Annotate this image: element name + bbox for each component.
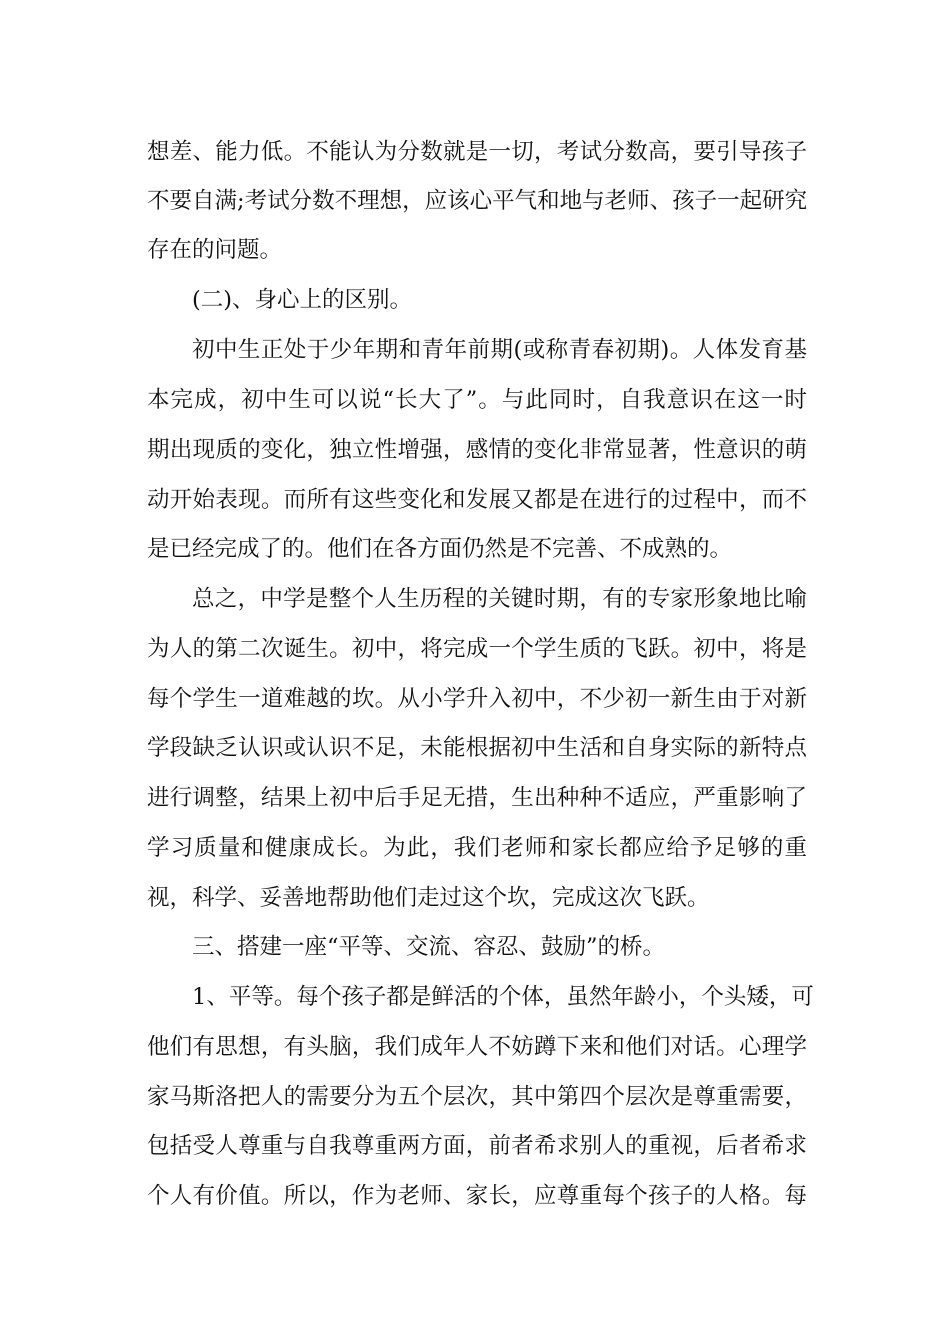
text-line: 期出现质的变化，独立性增强，感情的变化非常显著，性意识的萌: [147, 437, 807, 463]
text-line: 学习质量和健康成长。为此，我们老师和家长都应给予足够的重: [147, 835, 807, 861]
text-line: 进行调整，结果上初中后手足无措，生出种种不适应，严重影响了: [147, 785, 807, 811]
text-line: 想差、能力低。不能认为分数就是一切，考试分数高，要引导孩子: [147, 139, 807, 165]
text-line: 为人的第二次诞生。初中，将完成一个学生质的飞跃。初中，将是: [147, 636, 807, 662]
section-heading: (二)、身心上的区别。: [192, 287, 413, 313]
text-line: 动开始表现。而所有这些变化和发展又都是在进行的过程中，而不: [147, 487, 807, 513]
text-line: 初中生正处于少年期和青年前期(或称青春初期)。人体发育基: [192, 337, 807, 363]
text-line: 每个学生一道难越的坎。从小学升入初中，不少初一新生由于对新: [147, 686, 807, 712]
text-line: 包括受人尊重与自我尊重两方面，前者希求别人的重视，后者希求: [147, 1133, 807, 1159]
text-line: 1、平等。每个孩子都是鲜活的个体，虽然年龄小，个头矮，可: [192, 984, 814, 1010]
text-line: 存在的问题。: [147, 237, 283, 263]
text-line: 视，科学、妥善地帮助他们走过这个坎，完成这次飞跃。: [147, 885, 710, 911]
text-line: 总之，中学是整个人生历程的关键时期，有的专家形象地比喻: [192, 586, 807, 612]
text-line: 他们有思想，有头脑，我们成年人不妨蹲下来和他们对话。心理学: [147, 1034, 807, 1060]
text-line: 家马斯洛把人的需要分为五个层次，其中第四个层次是尊重需要，: [147, 1084, 807, 1110]
section-heading: 三、搭建一座“平等、交流、容忍、鼓励”的桥。: [192, 934, 666, 960]
text-line: 是已经完成了的。他们在各方面仍然是不完善、不成熟的。: [147, 536, 733, 562]
text-line: 个人有价值。所以，作为老师、家长，应尊重每个孩子的人格。每: [147, 1183, 807, 1209]
text-line: 学段缺乏认识或认识不足，未能根据初中生活和自身实际的新特点: [147, 735, 807, 761]
text-line: 本完成，初中生可以说“长大了”。与此同时，自我意识在这一时: [147, 387, 807, 413]
text-line: 不要自满;考试分数不理想，应该心平气和地与老师、孩子一起研究: [147, 188, 808, 214]
